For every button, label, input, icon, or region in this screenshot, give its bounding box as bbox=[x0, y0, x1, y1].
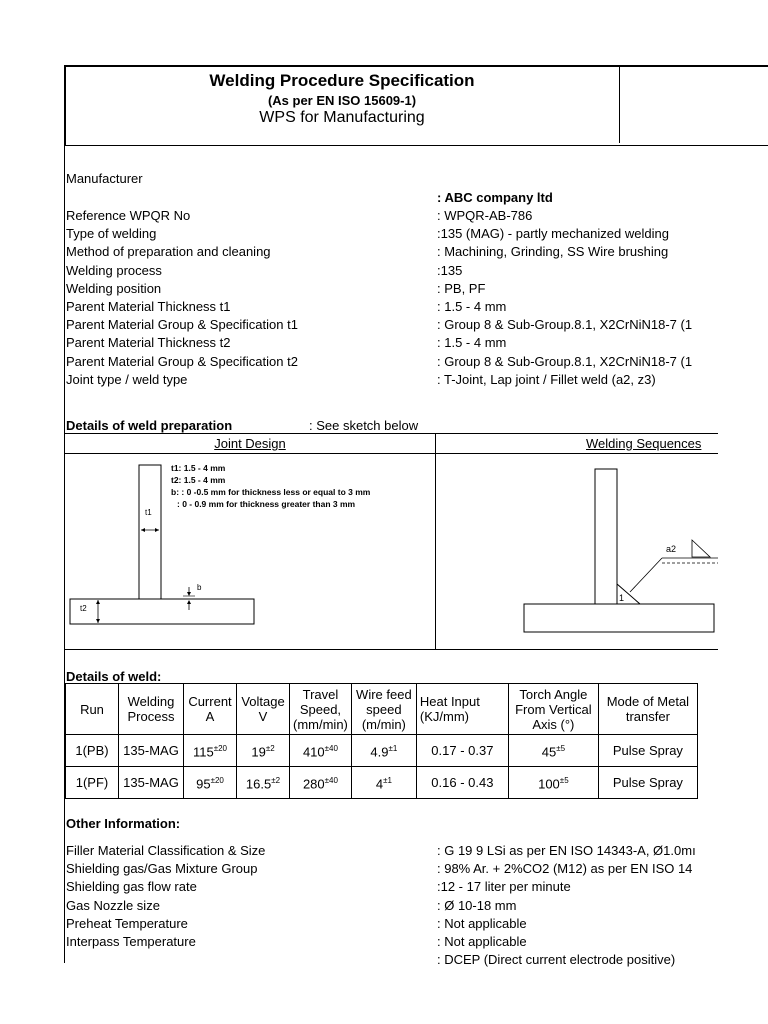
cell-transfer-mode: Pulse Spray bbox=[598, 735, 697, 767]
cell-travel-speed: $280^{\pm 40}$ bbox=[290, 767, 352, 799]
t1-label: t1 bbox=[145, 508, 152, 517]
info-value: : Machining, Grinding, SS Wire brushing bbox=[437, 244, 669, 260]
other-info-value: : G 19 9 LSi as per EN ISO 14343-A, Ø1.0mı bbox=[437, 843, 696, 858]
info-label: Parent Material Thickness t1 bbox=[66, 299, 231, 314]
weld-prep-note: : See sketch below bbox=[309, 418, 419, 433]
weld-details-heading: Details of weld: bbox=[66, 669, 162, 684]
col-header-heat-input: Heat Input (KJ/mm) bbox=[416, 684, 508, 735]
run-number-label: 1 bbox=[619, 593, 625, 603]
col-header-travel-speed: Travel Speed, (mm/min) bbox=[290, 684, 352, 735]
info-value: : 1.5 - 4 mm bbox=[437, 299, 507, 314]
cell-process: 135-MAG bbox=[119, 735, 184, 767]
other-info-label: Filler Material Classification & Size bbox=[66, 843, 266, 858]
t2-label: t2 bbox=[80, 604, 87, 613]
info-label: Welding process bbox=[66, 262, 162, 278]
prep-top-rule bbox=[65, 433, 718, 434]
other-info-value: : Ø 10-18 mm bbox=[437, 897, 517, 913]
cell-current: $115^{\pm 20}$ bbox=[184, 735, 237, 767]
vertical-plate bbox=[139, 465, 161, 600]
note-t1: t1: 1.5 - 4 mm bbox=[171, 463, 226, 473]
note-b-thick: : 0 - 0.9 mm for thickness greater than 3 mm bbox=[177, 499, 356, 509]
col-header-voltage: Voltage V bbox=[237, 684, 290, 735]
a2-label: a2 bbox=[666, 544, 677, 554]
cell-voltage: $19^{\pm 2}$ bbox=[237, 735, 290, 767]
col-header-run: Run bbox=[66, 684, 119, 735]
table-row bbox=[66, 735, 698, 767]
cell-process: 135-MAG bbox=[119, 767, 184, 799]
other-info-label: Interpass Temperature bbox=[66, 934, 196, 949]
fillet-weld-symbol bbox=[692, 540, 710, 557]
cell-torch-angle: $45^{\pm 5}$ bbox=[508, 735, 598, 767]
welding-sequences-caption: Welding Sequences bbox=[586, 436, 702, 451]
b-arrow-top bbox=[187, 592, 191, 596]
sequence-vertical-plate bbox=[595, 469, 617, 605]
info-value: : PB, PF bbox=[437, 280, 486, 296]
header-divider bbox=[619, 66, 620, 143]
cell-voltage: $16.5^{\pm 2}$ bbox=[237, 767, 290, 799]
info-value: :135 (MAG) - partly mechanized welding bbox=[437, 226, 669, 242]
cell-current: $95^{\pm 20}$ bbox=[184, 767, 237, 799]
info-label: Parent Material Group & Specification t2 bbox=[66, 353, 298, 369]
cell-heat-input: 0.17 - 0.37 bbox=[416, 735, 508, 767]
joint-design-caption: Joint Design bbox=[214, 436, 286, 451]
col-header-current: Current A bbox=[184, 684, 237, 735]
prep-bottom-rule bbox=[65, 649, 718, 650]
weld-prep-heading: Details of weld preparation bbox=[66, 418, 233, 433]
other-info-label: Shielding gas/Gas Mixture Group bbox=[66, 861, 258, 877]
weld-symbol-arrow bbox=[630, 558, 662, 592]
other-info-label: Shielding gas flow rate bbox=[66, 879, 197, 895]
other-info-value: : Not applicable bbox=[437, 934, 527, 949]
manufacturer-value: : ABC company ltd bbox=[437, 190, 553, 205]
page-title: Welding Procedure Specification bbox=[209, 71, 475, 90]
other-info-value: : DCEP (Direct current electrode positive) bbox=[437, 952, 676, 968]
cell-travel-speed: $410^{\pm 40}$ bbox=[290, 735, 352, 767]
cell-transfer-mode: Pulse Spray bbox=[598, 767, 697, 799]
cell-run: 1(PF) bbox=[66, 767, 119, 799]
info-value: :135 bbox=[437, 262, 463, 278]
col-header-process: Welding Process bbox=[119, 684, 184, 735]
col-header-transfer-mode: Mode of Metal transfer bbox=[598, 684, 697, 735]
info-value: : Group 8 & Sub-Group.8.1, X2CrNiN18-7 (1 bbox=[437, 317, 693, 333]
cell-run: 1(PB) bbox=[66, 735, 119, 767]
other-info-heading: Other Information: bbox=[66, 816, 181, 831]
table-header-row bbox=[66, 684, 698, 735]
info-label: Parent Material Group & Specification t1 bbox=[66, 317, 298, 333]
col-header-torch-angle: Torch Angle From Vertical Axis (°) bbox=[508, 684, 598, 735]
cell-heat-input: 0.16 - 0.43 bbox=[416, 767, 508, 799]
other-info-value: :12 - 17 liter per minute bbox=[437, 879, 571, 895]
note-t2: t2: 1.5 - 4 mm bbox=[171, 475, 226, 485]
weld-parameters-table bbox=[65, 683, 698, 799]
b-label: b bbox=[197, 583, 202, 592]
other-info-label: Gas Nozzle size bbox=[66, 897, 160, 913]
page-subtitle: WPS for Manufacturing bbox=[259, 109, 425, 126]
info-label: Type of welding bbox=[66, 226, 157, 242]
table-row bbox=[66, 767, 698, 799]
other-info-label: Preheat Temperature bbox=[66, 915, 188, 931]
joint-design-sketch bbox=[65, 454, 435, 648]
cell-wire-feed: $4^{\pm 1}$ bbox=[351, 767, 416, 799]
welding-sequence-sketch bbox=[436, 454, 718, 648]
info-value: : 1.5 - 4 mm bbox=[437, 335, 507, 351]
other-info-value: : Not applicable bbox=[437, 915, 527, 931]
info-value: : T-Joint, Lap joint / Fillet weld (a2, z3) bbox=[437, 371, 656, 387]
col-header-wire-feed: Wire feed speed (m/min) bbox=[351, 684, 416, 735]
info-value: : Group 8 & Sub-Group.8.1, X2CrNiN18-7 (1 bbox=[437, 353, 693, 369]
note-b-thin: b: : 0 -0.5 mm for thickness less or equal to 3 mm bbox=[171, 487, 371, 497]
standard-reference: (As per EN ISO 15609-1) bbox=[267, 93, 417, 108]
info-label: Method of preparation and cleaning bbox=[66, 244, 271, 260]
sequence-base-plate bbox=[524, 604, 714, 632]
info-label: Reference WPQR No bbox=[66, 208, 191, 223]
other-info-value: : 98% Ar. + 2%CO2 (M12) as per EN ISO 14 bbox=[437, 861, 693, 877]
info-value: : WPQR-AB-786 bbox=[437, 208, 533, 223]
cell-torch-angle: $100^{\pm 5}$ bbox=[508, 767, 598, 799]
info-label: Welding position bbox=[66, 280, 162, 296]
info-label: Parent Material Thickness t2 bbox=[66, 335, 231, 351]
info-label: Joint type / weld type bbox=[66, 371, 188, 387]
cell-wire-feed: $4.9^{\pm 1}$ bbox=[351, 735, 416, 767]
manufacturer-label: Manufacturer bbox=[66, 171, 143, 186]
sketch-notes bbox=[171, 463, 371, 509]
